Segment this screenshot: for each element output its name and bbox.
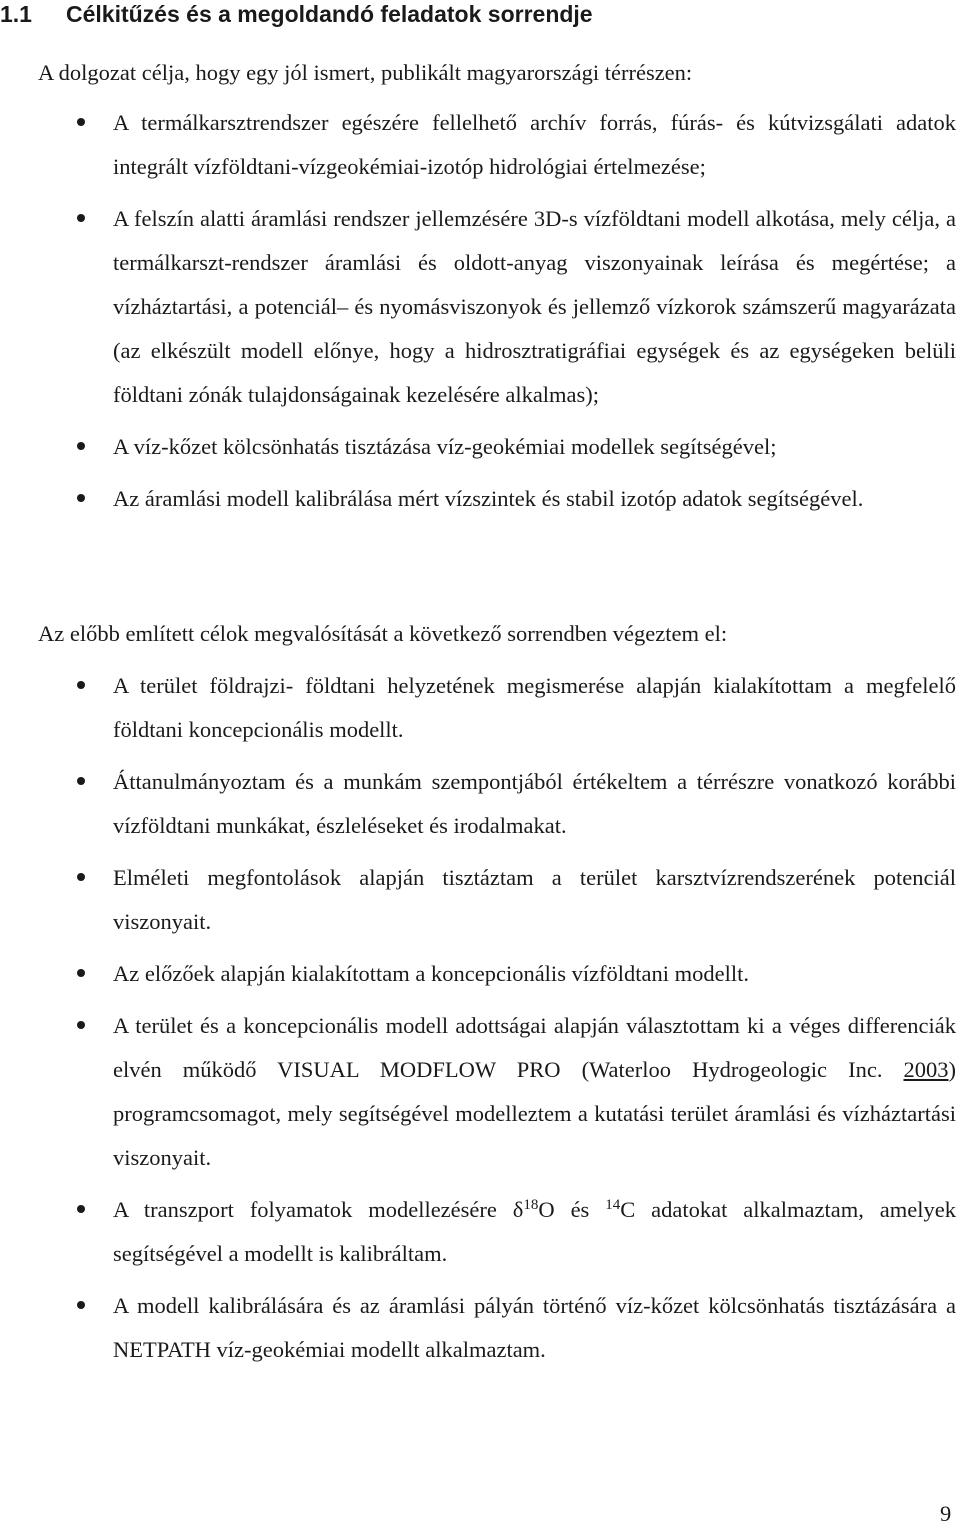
goal-text: A termálkarsztrendszer egészére fellelhető archív forrás, fúrás- és kútvizsgálati adatok integrált vízföldtani-vízgeokémiai-izotóp hidrológiai értelmezése;	[113, 110, 956, 179]
step-text: Az előzőek alapján kialakítottam a koncepcionális vízföldtani modellt.	[113, 961, 750, 986]
goal-text: A víz-kőzet kölcsönhatás tisztázása víz-geokémiai modellek segítségével;	[113, 434, 777, 459]
bullet-icon	[77, 1301, 85, 1309]
bullet-icon	[77, 118, 85, 126]
list-item	[0, 1004, 956, 1180]
citation-year: 2003	[903, 1057, 949, 1082]
bullet-icon	[77, 777, 85, 785]
section-number: 1.1	[0, 1, 32, 27]
step-text: A modell kalibrálására és az áramlási pályán történő víz-kőzet kölcsönhatás tisztázására a NETPATH víz-geokémiai modellt alkalmaztam.	[113, 1293, 956, 1362]
transition-paragraph: Az előbb említett célok megvalósítását a következő sorrendben végeztem el:	[38, 621, 728, 646]
bullet-icon	[77, 681, 85, 689]
superscript-18: 18	[523, 1197, 539, 1213]
step-text-part: A transzport folyamatok modellezésére δ	[113, 1197, 524, 1222]
list-item	[0, 197, 956, 417]
goal-text: Az áramlási modell kalibrálása mért vízszintek és stabil izotóp adatok segítségével.	[113, 486, 864, 511]
list-item	[0, 856, 956, 944]
bullet-icon	[77, 969, 85, 977]
list-item	[0, 1188, 956, 1276]
step-text: A terület földrajzi- földtani helyzetének megismerése alapján kialakítottam a megfelelő földtani koncepcionális modellt.	[113, 673, 956, 742]
page-number: 9	[940, 1501, 952, 1526]
superscript-14: 14	[605, 1197, 621, 1213]
list-item	[0, 101, 956, 189]
list-item	[0, 760, 956, 848]
steps-list	[0, 664, 956, 1372]
step-text: Elméleti megfontolások alapján tisztáztam a terület karsztvízrendszerének potenciál viszonyait.	[113, 865, 956, 934]
step-text	[113, 1004, 956, 1180]
goals-list	[0, 101, 956, 521]
list-item	[0, 425, 956, 469]
bullet-icon	[77, 214, 85, 222]
list-item	[0, 477, 956, 521]
step-text-part: ) programcsomagot, mely segítségével modelleztem a kutatási terület áramlási és vízháztartási viszonyait.	[113, 1057, 956, 1170]
list-item	[0, 952, 956, 996]
list-item	[0, 664, 956, 752]
step-text-part: C adatokat alkalmaztam, amelyek segítségével a modellt is kalibráltam.	[113, 1197, 957, 1266]
step-text: Áttanulmányoztam és a munkám szempontjából értékeltem a térrészre vonatkozó korábbi vízföldtani munkákat, észleléseket és irodalmakat.	[113, 769, 956, 838]
bullet-icon	[77, 873, 85, 881]
bullet-icon	[77, 494, 85, 502]
bullet-icon	[77, 442, 85, 450]
step-text-part: A terület és a koncepcionális modell adottságai alapján választottam ki a véges differenciák elvén működő VISUAL MODFLOW PRO (Waterloo Hydrogeologic Inc.	[113, 1013, 956, 1082]
list-item	[0, 1284, 956, 1372]
intro-paragraph: A dolgozat célja, hogy egy jól ismert, publikált magyarországi térrészen:	[38, 60, 693, 85]
bullet-icon	[77, 1021, 85, 1029]
step-text	[113, 1188, 956, 1276]
step-text-part: O és	[538, 1197, 606, 1222]
goal-text: A felszín alatti áramlási rendszer jellemzésére 3D-s vízföldtani modell alkotása, mely célja, a termálkarszt-rendszer áramlási és oldott-anyag viszonyainak leírása és megértése; a vízháztartási, a potenciál– és nyomásviszonyok és jellemző vízkorok számszerű magyarázata (az elkészült modell előnye, hogy a hidrosztratigráfiai egységek és az egységeken belüli földtani zónák tulajdonságainak kezelésére alkalmas);	[113, 206, 956, 407]
section-heading	[0, 0, 593, 28]
bullet-icon	[77, 1205, 85, 1213]
section-title: Célkitűzés és a megoldandó feladatok sorrendje	[66, 1, 593, 27]
